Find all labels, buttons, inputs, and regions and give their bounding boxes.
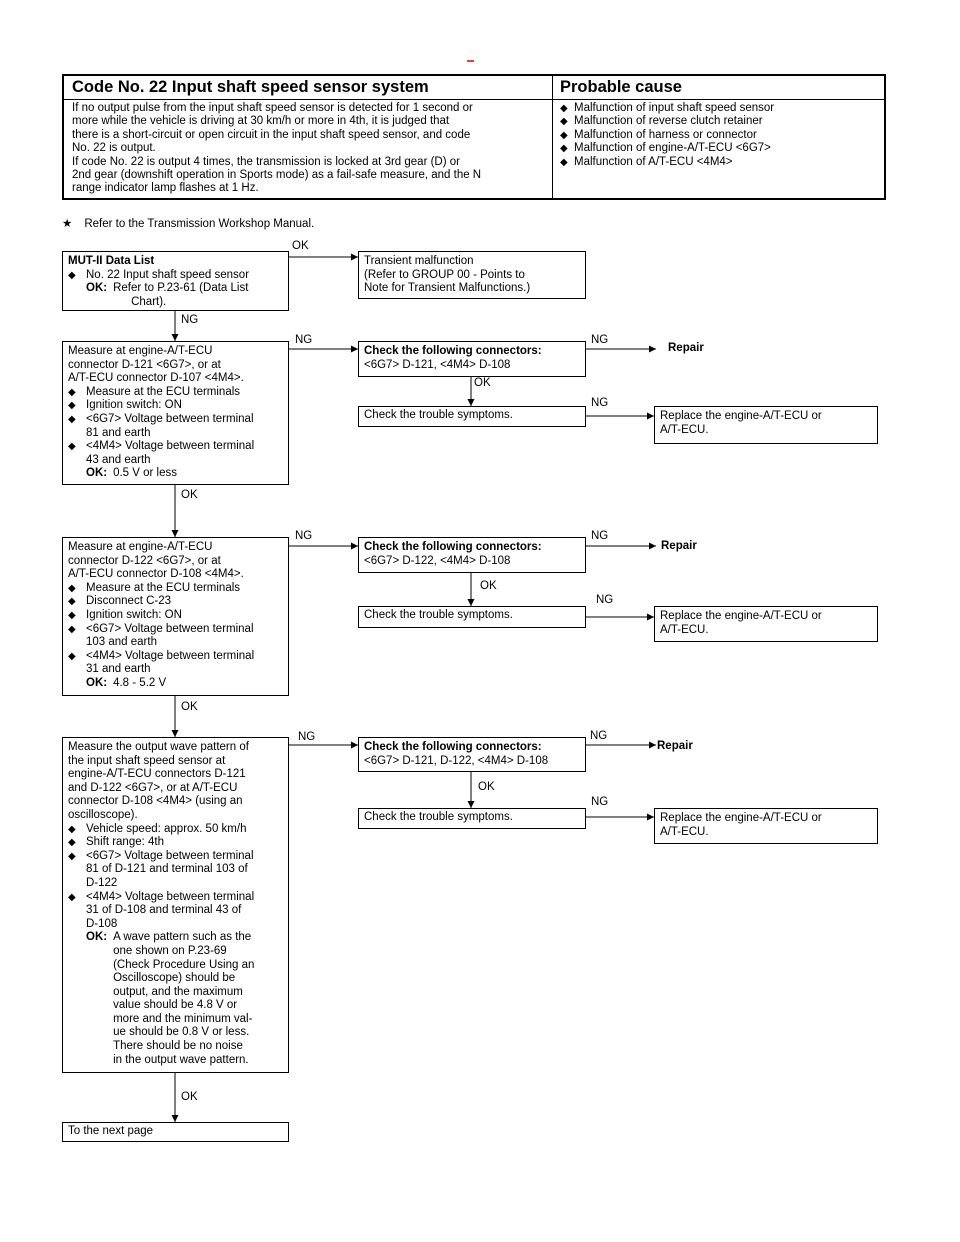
step-line: Measure at engine-A/T-ECU [68, 345, 213, 357]
next-page-box [62, 1122, 289, 1142]
list-item: ◆ <4M4> Voltage between terminal 43 and earth [68, 440, 255, 466]
list-item: ◆ <6G7> Voltage between terminal 81 of D-121 and terminal 103 of D-122 [68, 849, 254, 889]
ok-label: OK [181, 701, 198, 713]
symptoms-text: Check the trouble symptoms. [364, 409, 513, 421]
bullet-icon: ◆ [68, 413, 76, 425]
step-title: MUT-II Data List [68, 255, 155, 267]
check-connectors-d121-d122 [358, 737, 586, 772]
description-line: If code No. 22 is output 4 times, the transmission is locked at 3rd gear (D) or [72, 155, 460, 168]
check-trouble-symptoms [358, 808, 586, 829]
check-title: Check the following connectors: [364, 741, 542, 753]
step-line: Measure the output wave pattern of [68, 741, 249, 753]
list-item: ◆ <4M4> Voltage between terminal 31 of D-108 and terminal 43 of D-108 [68, 890, 255, 930]
check-connectors-d122 [358, 537, 586, 573]
bullet-icon: ◆ [68, 623, 76, 635]
repair-label: Repair [668, 342, 704, 354]
ng-label: NG [295, 530, 313, 542]
description-line: range indicator lamp flashes at 1 Hz. [72, 182, 259, 195]
cause-item: ◆ Malfunction of harness or connector [560, 128, 757, 141]
check-title: Check the following connectors: [364, 345, 542, 357]
ng-label: NG [295, 334, 313, 346]
symptoms-text: Check the trouble symptoms. [364, 811, 513, 823]
ng-label: NG [596, 594, 614, 606]
description-line: 2nd gear (downshift operation in Sports mode) as a fail-safe measure, and the N [72, 169, 482, 182]
bullet-icon: ◆ [560, 116, 568, 128]
list-item: ◆ Shift range: 4th [68, 836, 164, 849]
box-line: Note for Transient Malfunctions.) [364, 282, 531, 295]
step-line: and D-122 <6G7>, or at A/T-ECU [68, 781, 238, 794]
next-page-text: To the next page [68, 1125, 154, 1137]
list-item: ◆ Ignition switch: ON [68, 399, 182, 412]
ok-label: OK [480, 580, 497, 592]
bullet-icon: ◆ [68, 441, 76, 453]
ok-criteria: OK: Refer to P.23-61 (Data List Chart). [86, 282, 249, 308]
step-mut-data-list [62, 251, 289, 311]
step-line: connector D-108 <4M4> (using an [68, 795, 243, 808]
bullet-icon: ◆ [68, 850, 76, 862]
list-item: ◆ Measure at the ECU terminals [68, 581, 241, 594]
box-line: A/T-ECU. [660, 623, 709, 636]
check-line: <6G7> D-121, <4M4> D-108 [364, 358, 511, 371]
box-line: A/T-ECU. [660, 423, 709, 436]
ok-label: OK [181, 1091, 198, 1103]
box-line: Transient malfunction [364, 255, 474, 267]
cause-item: ◆ Malfunction of engine-A/T-ECU <6G7> [560, 142, 771, 155]
step-measure-wave-pattern [62, 737, 289, 1073]
box-line: (Refer to GROUP 00 - Points to [364, 268, 525, 281]
bullet-icon: ◆ [560, 129, 568, 141]
bullet-icon: ◆ [68, 609, 76, 621]
step-line: A/T-ECU connector D-108 <4M4>. [68, 568, 244, 581]
bullet-icon: ◆ [68, 891, 76, 903]
list-item: ◆ No. 22 Input shaft speed sensor [68, 268, 250, 281]
description-line: more while the vehicle is driving at 30 km/h or more in 4th, it is judged that [72, 115, 450, 128]
step-line: the input shaft speed sensor at [68, 754, 226, 767]
step-line: Measure at engine-A/T-ECU [68, 541, 213, 553]
ok-label: OK [181, 489, 198, 501]
ok-label: OK [474, 377, 491, 389]
step-measure-d122 [62, 537, 289, 696]
bullet-icon: ◆ [68, 582, 76, 594]
list-item: ◆ Vehicle speed: approx. 50 km/h [68, 822, 247, 835]
ng-label: NG [590, 730, 608, 742]
transient-malfunction-box [358, 251, 586, 299]
repair-label: Repair [657, 740, 693, 752]
list-item: ◆ <6G7> Voltage between terminal 103 and earth [68, 622, 254, 649]
box-line: A/T-ECU. [660, 825, 709, 838]
ok-criteria: OK: 4.8 - 5.2 V [86, 676, 167, 689]
box-line: Replace the engine-A/T-ECU or [660, 410, 822, 422]
step-line: connector D-122 <6G7>, or at [68, 554, 221, 567]
replace-ecu-box [654, 606, 878, 642]
ng-label: NG [591, 530, 609, 542]
list-item: ◆ Ignition switch: ON [68, 608, 182, 621]
list-item: ◆ <4M4> Voltage between terminal 31 and earth [68, 649, 255, 676]
ng-label: NG [591, 796, 609, 808]
repair-label: Repair [661, 540, 697, 552]
bullet-icon: ◆ [68, 269, 76, 281]
ng-label: NG [298, 731, 316, 743]
bullet-icon: ◆ [68, 400, 76, 412]
cause-item: ◆ Malfunction of input shaft speed sensor [560, 102, 775, 114]
description-line: If no output pulse from the input shaft speed sensor is detected for 1 second or [72, 102, 473, 114]
step-line: A/T-ECU connector D-107 <4M4>. [68, 372, 244, 385]
replace-ecu-box [654, 406, 878, 444]
box-line: Replace the engine-A/T-ECU or [660, 610, 822, 622]
bullet-icon: ◆ [68, 386, 76, 398]
ng-label: NG [591, 334, 609, 346]
description-line: No. 22 is output. [72, 142, 156, 155]
check-line: <6G7> D-122, <4M4> D-108 [364, 554, 511, 567]
check-title: Check the following connectors: [364, 541, 542, 553]
cause-item: ◆ Malfunction of reverse clutch retainer [560, 115, 763, 128]
replace-ecu-box [654, 808, 878, 844]
check-line: <6G7> D-121, D-122, <4M4> D-108 [364, 754, 549, 767]
symptoms-text: Check the trouble symptoms. [364, 609, 513, 621]
ok-criteria: OK: 0.5 V or less [86, 467, 178, 480]
probable-cause-header: Probable cause [560, 78, 682, 96]
check-trouble-symptoms [358, 406, 586, 427]
description-line: there is a short-circuit or open circuit in the input shaft speed sensor, and code [72, 128, 471, 141]
check-connectors-d121 [358, 341, 586, 377]
bullet-icon: ◆ [68, 837, 76, 849]
ok-label: OK [478, 781, 495, 793]
ok-label: OK [292, 240, 309, 252]
table-title: Code No. 22 Input shaft speed sensor system [72, 78, 429, 96]
bullet-icon: ◆ [560, 103, 568, 114]
bullet-icon: ◆ [560, 143, 568, 155]
step-line: connector D-121 <6G7>, or at [68, 358, 221, 371]
bullet-icon: ◆ [68, 596, 76, 608]
list-item: ◆ <6G7> Voltage between terminal 81 and earth [68, 412, 254, 439]
star-icon: ★ [62, 218, 73, 230]
ng-label: NG [591, 397, 609, 409]
check-trouble-symptoms [358, 606, 586, 628]
ng-label: NG [181, 314, 199, 326]
list-item: ◆ Disconnect C-23 [68, 595, 172, 608]
box-line: Replace the engine-A/T-ECU or [660, 812, 822, 824]
bullet-icon: ◆ [68, 650, 76, 662]
list-item: ◆ Measure at the ECU terminals [68, 385, 241, 398]
bullet-icon: ◆ [560, 156, 568, 168]
ok-criteria: OK: A wave pattern such as the one shown on P.23-69 (Check Procedure Using an Oscilloscope) should be output, and the maximum value should be 4.8 V or more and the minimum val- ue should be 0.8 V or less. There should be no noise in the output wave pattern. [86, 931, 255, 1066]
step-measure-d121 [62, 341, 289, 485]
cause-item: ◆ Malfunction of A/T-ECU <4M4> [560, 155, 733, 168]
step-line: oscilloscope). [68, 808, 138, 821]
note-text: Refer to the Transmission Workshop Manual. [84, 218, 315, 230]
bullet-icon: ◆ [68, 823, 76, 835]
step-line: engine-A/T-ECU connectors D-121 [68, 768, 246, 781]
